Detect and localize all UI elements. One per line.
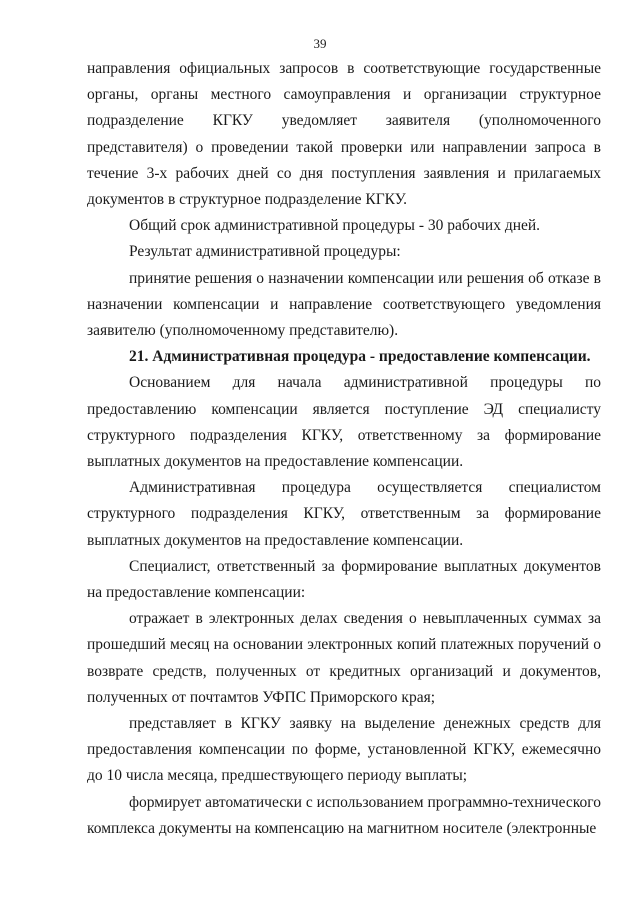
paragraph-total-duration: Общий срок административной процедуры - 30 рабочих дней. (129, 217, 541, 235)
document-body (87, 56, 601, 842)
paragraph-specialist-intro: Специалист, ответственный за формирование выплатных документов на предоставление компенсации: (87, 557, 601, 602)
paragraph-result-label: Результат административной процедуры: (129, 243, 401, 261)
paragraph-duty-records: отражает в электронных делах сведения о невыплаченных суммах за прошедший месяц на основании электронных копий платежных поручений о возврате средств, полученных от кредитных организаций и документов, полученных от почтамтов УФПС Приморского края; (87, 610, 601, 706)
paragraph-duty-request: представляет в КГКУ заявку на выделение денежных средств для предоставления компенсации по форме, установленной КГКУ, ежемесячно до 10 числа месяца, предшествующего периоду выплаты; (87, 715, 601, 785)
paragraph-performed-by: Административная процедура осуществляется специалистом структурного подразделения КГКУ, ответственным за формирование выплатных документов на предоставление компенсации. (87, 479, 601, 549)
page-number: 39 (313, 36, 327, 51)
section-heading-21: 21. Административная процедура - предоставление компенсации. (129, 348, 591, 366)
paragraph-result-decision: принятие решения о назначении компенсации или решения об отказе в назначении компенсации и направление соответствующего уведомления заявителю (уполномоченному представителю). (87, 269, 601, 340)
paragraph-grounds: Основанием для начала административной процедуры по предоставлению компенсации является поступление ЭД специалисту структурного подразделения КГКУ, ответственному за формирование выплатных документов на предоставление компенсации. (87, 374, 601, 471)
paragraph-continuation: направления официальных запросов в соответствующие государственные органы, органы местного самоуправления и организации структурное подразделение КГКУ уведомляет заявителя (уполномоченного представителя) о проведении такой проверки или направлении запроса в течение 3-х рабочих дней со дня поступления заявления и прилагаемых документов в структурное подразделение КГКУ. (87, 60, 601, 209)
paragraph-duty-generate: формирует автоматически с использованием программно-технического комплекса документы на компенсацию на магнитном носителе (электронные (87, 793, 601, 837)
